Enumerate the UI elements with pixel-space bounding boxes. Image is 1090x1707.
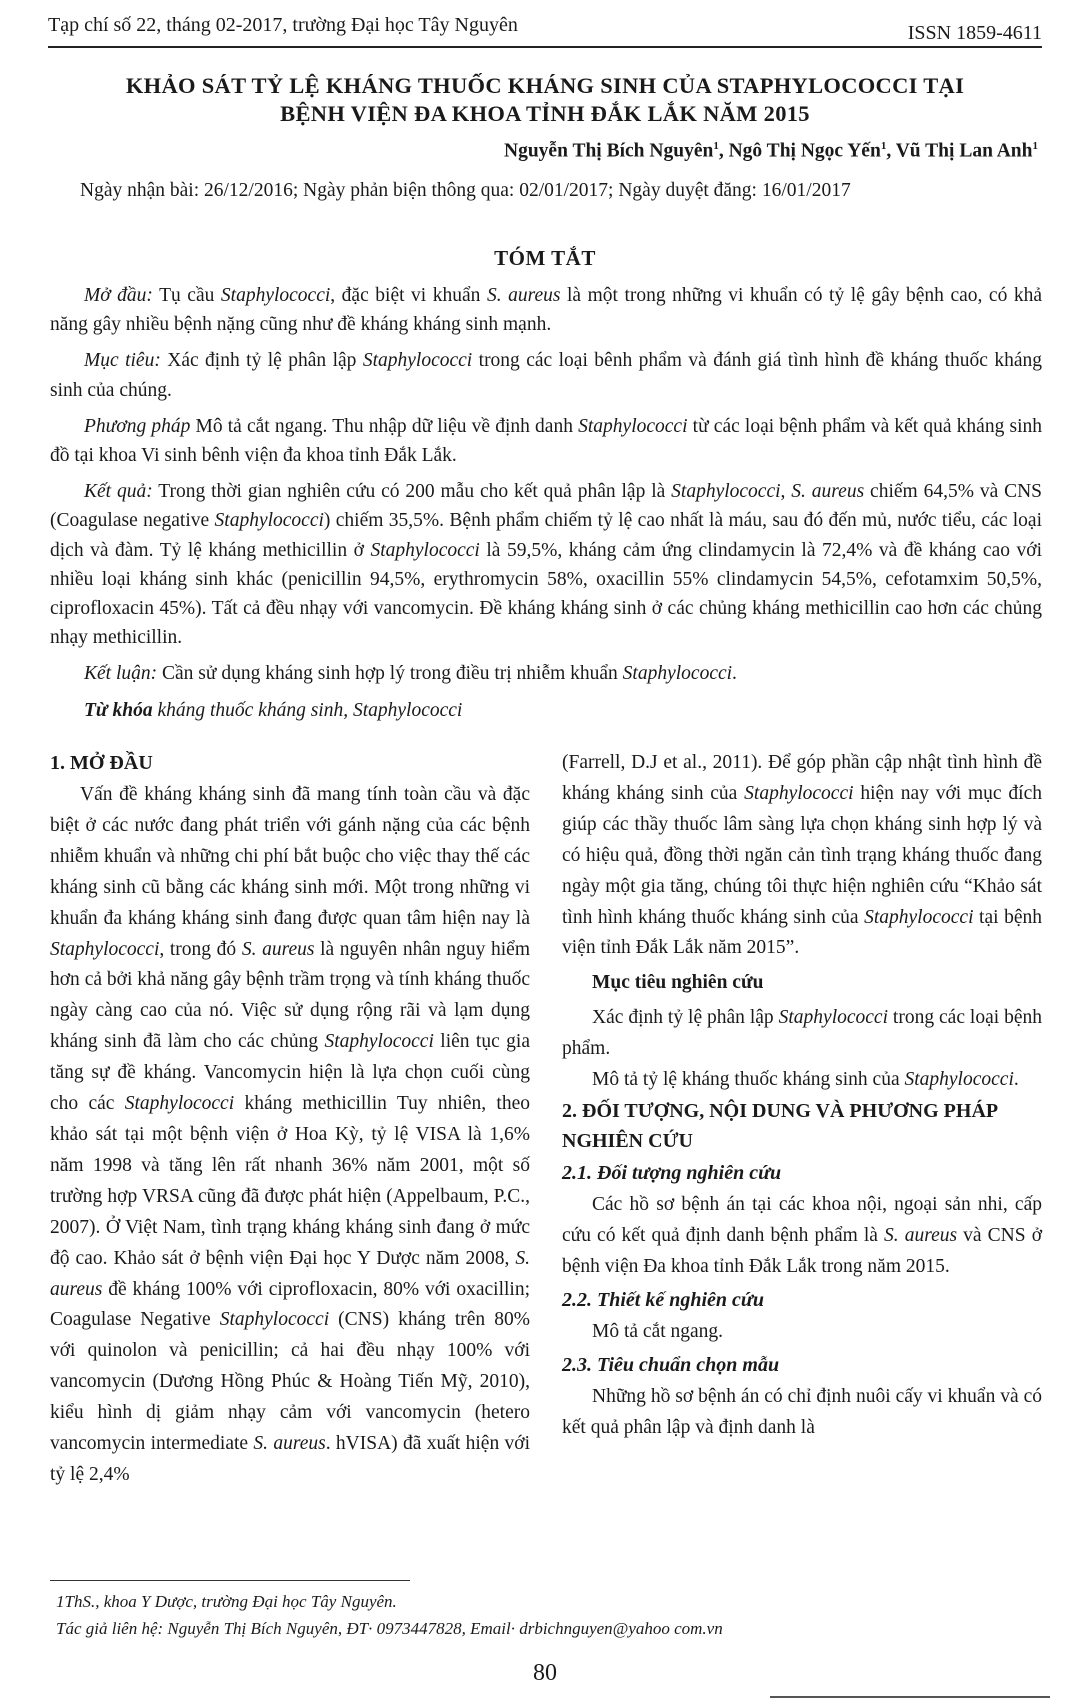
text-run: đề kháng 100% với ciprofloxacin, 80% với oxacillin; Coagulase Negative <box>50 1278 530 1331</box>
author-affiliation-mark: 1 <box>1032 140 1038 152</box>
italic-term: Staphylococci <box>744 782 854 804</box>
body-paragraph <box>562 1382 1042 1444</box>
text-run: trong các loại bênh phẩm và đánh giá tình hình đề kháng thuốc kháng sinh của chúng. <box>50 350 1042 401</box>
footnote-affiliation: 1ThS., khoa Y Dược, trường Đại học Tây Nguyên. <box>56 1592 397 1611</box>
italic-term: S. aureus <box>50 1247 530 1300</box>
text-run: , đặc biệt vi khuẩn <box>330 285 487 306</box>
text-run: từ các loại bệnh phẩm và kết quả kháng sinh đồ tại khoa Vi sinh bênh viện đa khoa tỉnh Đắk Lắk. <box>50 415 1042 467</box>
italic-term: S. aureus <box>241 938 315 960</box>
author-separator: , <box>886 140 896 162</box>
abstract-label: Kết luận: <box>84 663 158 685</box>
body-paragraph <box>562 1003 1042 1065</box>
text-run: là nguyên nhân nguy hiểm hơn cả bởi khả năng gây bệnh trầm trọng và tính kháng thuốc ngày càng cao của nó. Việc sử dụng rộng rãi và lạm dụng kháng sinh đã làm cho các chủng <box>50 938 531 1053</box>
text-run: và CNS ở bệnh viện Đa khoa tỉnh Đắk Lắk trong năm 2015. <box>562 1224 1043 1277</box>
italic-term: Staphylococci <box>778 1007 888 1029</box>
text-run: là 59,5%, kháng cảm ứng clindamycin là 72,4% và đề kháng cao với nhiều loại kháng sinh khác (penicillin 94,5%, erythromycin 58%, oxacillin 55% clindamycin 54,5%, cefotamxim 50,5%, ciprofloxacin 45%). Tất cả đều nhạy với vancomycin. Đề kháng kháng sinh ở các chủng kháng methicillin cao hơn các chủng nhạy methicillin. <box>50 539 1042 649</box>
italic-term: S. aureus <box>486 285 561 306</box>
subsection-heading: 2.3. Tiêu chuẩn chọn mẫu <box>562 1353 780 1376</box>
journal-name: Tạp chí số 22, tháng 02-2017, trường Đại học Tây Nguyên <box>48 14 518 36</box>
abstract-paragraph <box>50 412 1042 470</box>
text-run: , <box>780 481 792 503</box>
italic-term: Staphylococci <box>214 510 324 532</box>
keywords-label: Từ khóa <box>84 699 153 721</box>
body-column-left <box>50 748 530 1491</box>
author-affiliation-mark: 1 <box>880 140 887 152</box>
keywords-value: kháng thuốc kháng sinh, Staphylococci <box>152 699 463 721</box>
title-line-1: KHẢO SÁT TỶ LỆ KHÁNG THUỐC KHÁNG SINH CỦA STAPHYLOCOCCI TẠI <box>125 73 965 98</box>
italic-term: Staphylococci <box>904 1069 1014 1091</box>
abstract-body <box>50 281 1042 732</box>
italic-term: Staphylococci <box>220 285 331 306</box>
footnote-rule <box>50 1580 410 1581</box>
italic-term: Staphylococci <box>324 1031 434 1053</box>
abstract-heading: TÓM TẮT <box>494 246 596 270</box>
abstract-paragraph <box>50 477 1042 652</box>
text-run: Vấn đề kháng kháng sinh đã mang tính toàn cầu và đặc biệt ở các nước đang phát triển với gánh nặng của các bệnh nhiễm khuẩn và những chi phí bắt buộc cho việc thay thế các kháng sinh cũ bằng các kháng sinh mới. Một trong những vi khuẩn đa kháng kháng sinh đang được quan tâm hiện nay là <box>50 784 530 929</box>
subsection-heading: 2.1. Đối tượng nghiên cứu <box>562 1161 782 1184</box>
text-run: . hVISA) đã xuất hiện với tỷ lệ 2,4% <box>50 1433 530 1485</box>
abstract-paragraph <box>50 659 1042 688</box>
italic-term: Staphylococci <box>578 415 688 437</box>
abstract-label: Phương pháp <box>84 415 191 437</box>
objective-heading: Mục tiêu nghiên cứu <box>592 972 764 994</box>
section-heading: 2. ĐỐI TƯỢNG, NỘI DUNG VÀ PHƯƠNG PHÁP NGHIÊN CỨU <box>562 1099 998 1152</box>
footnotes <box>56 1588 723 1642</box>
text-run: Các hồ sơ bệnh án tại các khoa nội, ngoại sản nhi, cấp cứu có kết quả định danh bệnh phẩm là <box>562 1193 1042 1246</box>
italic-term: Staphylococci <box>370 539 480 561</box>
body-column-right <box>562 748 1042 1443</box>
text-run: Mô tả cắt ngang. <box>592 1320 724 1342</box>
italic-term: S. aureus <box>884 1224 958 1246</box>
text-run: (Farrell, D.J et al., 2011). Để góp phần cập nhật tình hình đề kháng kháng sinh của <box>562 752 1042 804</box>
italic-term: S. aureus <box>253 1433 326 1455</box>
title-line-2: BỆNH VIỆN ĐA KHOA TỈNH ĐẮK LẮK NĂM 2015 <box>280 101 810 126</box>
footnote-contact: Tác giả liên hệ: Nguyễn Thị Bích Nguyên, ĐT· 0973447828, Email· drbichnguyen@yahoo com.vn <box>56 1619 723 1638</box>
italic-term: Staphylococci <box>362 350 473 372</box>
author-list <box>504 140 1038 163</box>
abstract-label: Kết quả: <box>84 481 153 503</box>
text-run: liên tục gia tăng sự đề kháng. Vancomycin hiện là lựa chọn cuối cùng cho các <box>50 1031 530 1115</box>
text-run: Tụ cầu <box>152 285 221 306</box>
text-run: Mô tả cắt ngang. Thu nhập dữ liệu về định danh <box>190 415 579 437</box>
text-run: chiếm 64,5% và CNS (Coagulase negative <box>50 481 1043 532</box>
text-run: Xác định tỷ lệ phân lập <box>592 1007 779 1029</box>
italic-term: Staphylococci <box>671 481 781 503</box>
text-run: (CNS) kháng trên 80% với quinolon và penicillin; cả hai đều nhạy 100% với vancomycin (Dương Hồng Phúc & Hoàng Tiến Mỹ, 2010), kiểu hình dị giảm nhạy cảm với vancomycin (hetero vancomycin intermediate <box>50 1309 530 1455</box>
body-paragraph <box>562 1317 1042 1348</box>
header-rule <box>48 46 1042 48</box>
text-run: . <box>1013 1069 1019 1091</box>
text-run: hiện nay với mục đích giúp các thầy thuốc lâm sàng lựa chọn kháng sinh hợp lý và có hiệu quả, đồng thời ngăn cản tình trạng kháng thuốc đang ngày một gia tăng, chúng tôi thực hiện nghiên cứu “Khảo sát tình hình kháng thuốc kháng sinh của <box>562 782 1042 928</box>
italic-term: Staphylococci <box>124 1093 235 1115</box>
author-affiliation-mark: 1 <box>713 140 719 152</box>
body-paragraph <box>562 748 1042 964</box>
author-separator: , <box>718 140 729 162</box>
text-run: Cần sử dụng kháng sinh hợp lý trong điều trị nhiễm khuẩn <box>157 663 623 685</box>
text-run: tại bệnh viện tỉnh Đắk Lắk năm 2015”. <box>562 906 1042 959</box>
abstract-paragraph <box>50 346 1042 404</box>
text-run: , trong đó <box>159 938 242 960</box>
bottom-rule <box>770 1696 1050 1698</box>
text-run: Mô tả tỷ lệ kháng thuốc kháng sinh của <box>592 1069 905 1091</box>
text-run: trong các loại bệnh phẩm. <box>562 1007 1042 1060</box>
text-run: kháng methicillin Tuy nhiên, theo khảo sát tại một bệnh viện ở Hoa Kỳ, tỷ lệ VISA là 1,6% năm 1998 và tăng lên rất nhanh 36% năm 2001, một số trường hợp VRSA cũng đã được phát hiện (Appelbaum, P.C., 2007). Ở Việt Nam, tình trạng kháng kháng sinh đang ở mức độ cao. Khảo sát ở bệnh viện Đại học Y Dược năm 2008, <box>50 1093 530 1269</box>
running-header <box>48 12 1042 48</box>
author-name: Ngô Thị Ngọc Yến <box>728 140 881 162</box>
author-name: Nguyễn Thị Bích Nguyên <box>504 140 714 162</box>
text-run: Trong thời gian nghiên cứu có 200 mẫu cho kết quả phân lập là <box>152 481 672 503</box>
page-number: 80 <box>533 1660 557 1686</box>
section-heading: 1. MỞ ĐẦU <box>50 752 153 774</box>
abstract-label: Mục tiêu: <box>84 350 161 372</box>
keywords <box>50 696 1042 725</box>
text-run: Những hồ sơ bệnh án có chỉ định nuôi cấy vi khuẩn và có kết quả phân lập và định danh là <box>562 1385 1042 1438</box>
italic-term: Staphylococci <box>219 1309 330 1331</box>
italic-term: Staphylococci <box>50 938 160 960</box>
submission-dates: Ngày nhận bài: 26/12/2016; Ngày phản biện thông qua: 02/01/2017; Ngày duyệt đăng: 16/01/2017 <box>80 180 851 201</box>
italic-term: S. aureus <box>791 481 865 503</box>
issn: ISSN 1859-4611 <box>907 22 1042 44</box>
italic-term: Staphylococci <box>622 663 733 685</box>
abstract-paragraph <box>50 281 1042 339</box>
abstract-label: Mở đầu: <box>84 285 153 306</box>
text-run: . <box>732 663 737 685</box>
body-paragraph <box>562 1065 1042 1096</box>
text-run: ) chiếm 35,5%. Bệnh phẩm chiếm tỷ lệ cao nhất là máu, sau đó đến mủ, nước tiểu, các loại dịch và đàm. Tỷ lệ kháng methicillin ở <box>50 510 1042 561</box>
subsection-heading: 2.2. Thiết kế nghiên cứu <box>562 1288 764 1311</box>
body-paragraph <box>562 1190 1042 1283</box>
text-run: Xác định tỷ lệ phân lập <box>160 350 363 372</box>
italic-term: Staphylococci <box>864 906 974 928</box>
author-name: Vũ Thị Lan Anh <box>895 140 1033 162</box>
body-paragraph <box>50 780 530 1491</box>
article-title <box>40 72 1050 128</box>
text-run: là một trong những vi khuẩn có tỷ lệ gây bệnh cao, có khả năng gây nhiều bệnh nặng cũng như đề kháng kháng sinh mạnh. <box>50 285 1043 336</box>
